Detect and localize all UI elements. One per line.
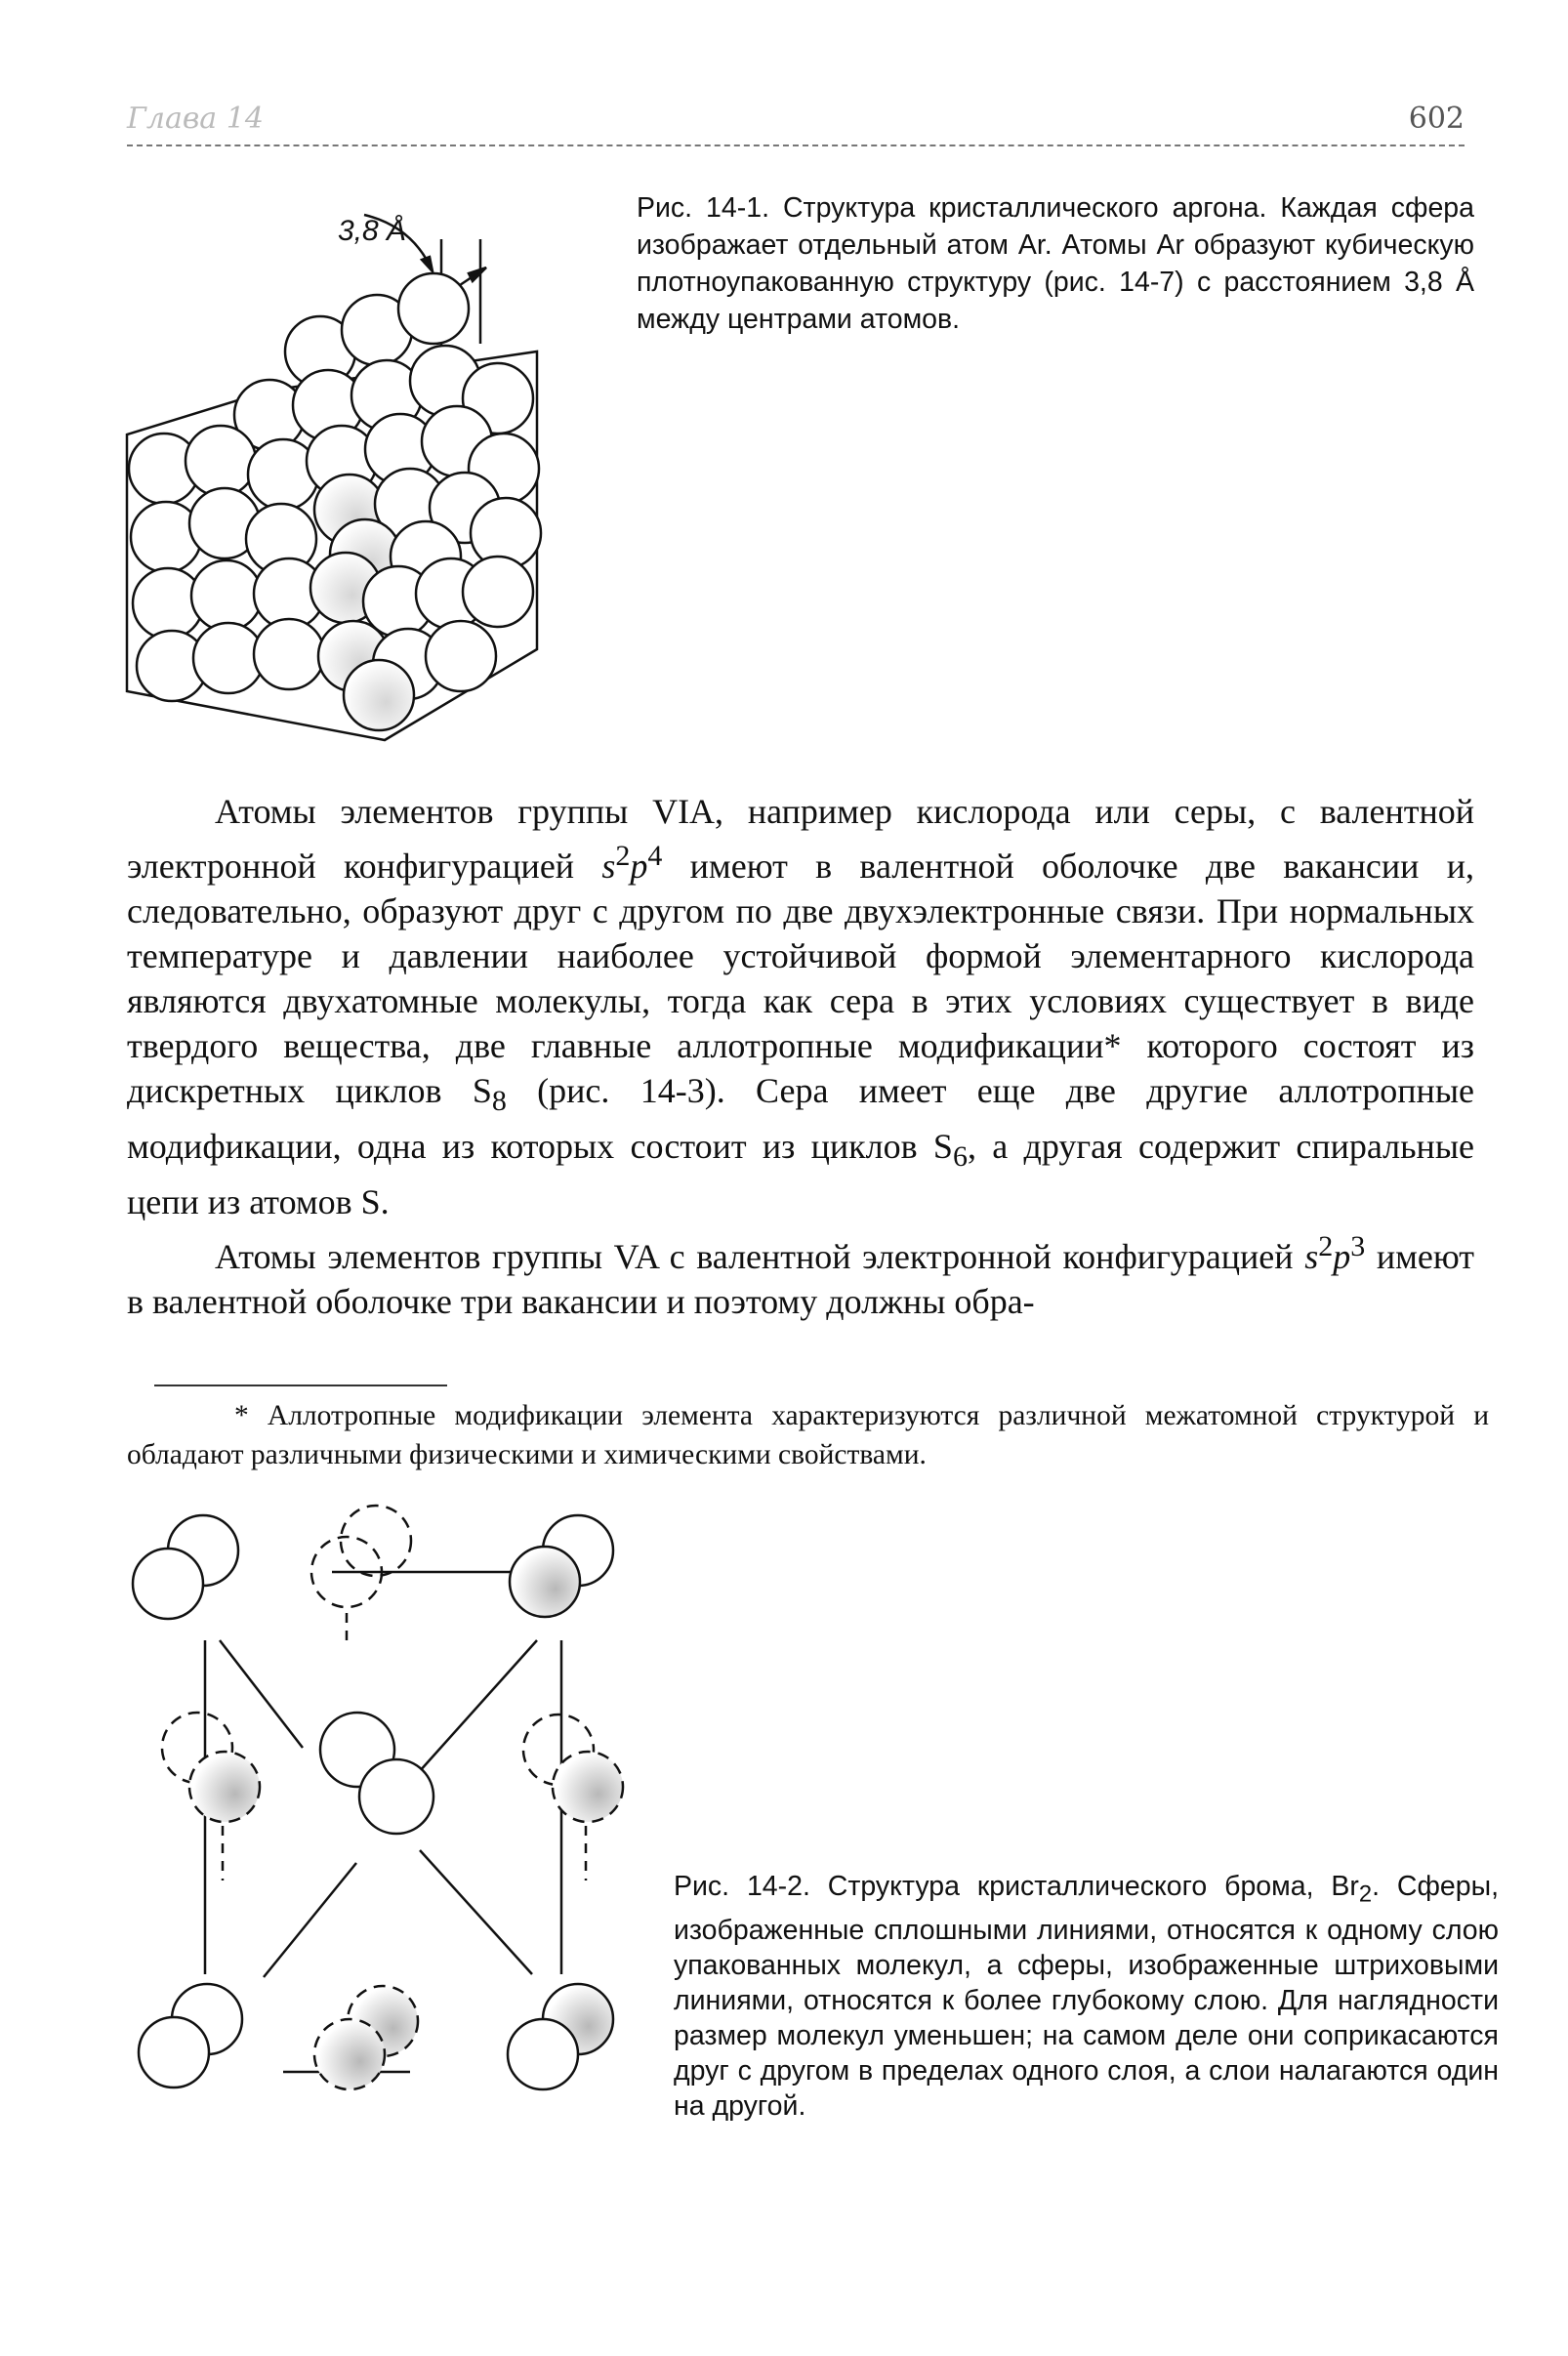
bromine-crystal-figure — [127, 1494, 635, 2119]
caption-text: Рис. 14-2. Структура кристаллического брома, Br — [674, 1871, 1359, 1902]
formula-sup: 2 — [615, 840, 631, 872]
text-segment: имеют в валентной оболочке три вакансии и поэтому должны обра- — [127, 1237, 1475, 1322]
paragraph-group-via — [127, 789, 1474, 1224]
formula-sup: 3 — [1350, 1230, 1366, 1263]
text-segment: , а другая содержит спиральные цепи из атомов S. — [127, 1127, 1474, 1222]
formula-sub: 6 — [952, 1140, 968, 1174]
caption-text: . Сферы, изображенные сплошными линиями, относятся к одному слою упакованных молекул, а сферы, изображенные штриховыми линиями, относятся к более глубокому слою. Для наглядности размер молекул уменьшен; на самом деле они соприкасаются друг с другом в пределах одного слоя, а слои налагаются один на другой. — [674, 1871, 1499, 2122]
formula-p: p — [630, 847, 648, 886]
running-head — [127, 102, 1465, 146]
dashed-lines — [223, 1613, 586, 1881]
footnote-divider — [154, 1385, 447, 1386]
figure-14-1-caption: Рис. 14-1. Структура кристаллического аргона. Каждая сфера изображает отдельный атом Ar. Атомы Ar образуют кубическую плотноупакованную структуру (рис. 14-7) с расстоянием 3,8 Å между центрами атомов. — [637, 192, 1474, 335]
text-segment: Атомы элементов группы VIA, например кислорода или серы, с валентной электронной конфигурацией — [127, 792, 1474, 886]
figure-14-2-caption — [674, 1869, 1499, 2124]
formula-p: p — [1333, 1237, 1351, 1277]
chapter-label: Глава 14 — [127, 102, 264, 136]
dimension-label: 3,8 Å — [338, 215, 407, 247]
page-number: 602 — [1408, 102, 1465, 136]
footnote: * Аллотропные модификации элемента характеризуются различной межатомной структурой и обладают различными физическими и химическими свойствами. — [127, 1400, 1489, 1470]
main-text — [127, 789, 1474, 1324]
text-segment: имеют в валентной оболочке две вакансии и, следовательно, образуют друг с другом по две двухэлектронные связи. При нормальных температуре и давлении наиболее устойчивой формой элементарного кислорода являются двухатомные молекулы, тогда как сера в этих условиях существует в виде твердого вещества, две главные аллотропные модификации* которого состоят из дискретных циклов S — [127, 847, 1474, 1110]
formula-sub: 2 — [1358, 1881, 1373, 1908]
formula-sup: 4 — [647, 840, 663, 872]
argon-crystal-figure — [115, 186, 574, 752]
text-segment: (рис. 14-3). Сера имеет еще две другие аллотропные модификации, одна из которых состоит из циклов S — [127, 1071, 1474, 1167]
text-segment: Атомы элементов группы VA с валентной электронной конфигурацией — [215, 1237, 1305, 1277]
formula-sup: 2 — [1318, 1230, 1334, 1263]
argon-atoms — [129, 273, 541, 730]
formula-s: s — [1304, 1237, 1319, 1277]
formula-s: s — [601, 847, 616, 886]
paragraph-group-va — [127, 1224, 1474, 1324]
formula-sub: 8 — [491, 1085, 507, 1118]
